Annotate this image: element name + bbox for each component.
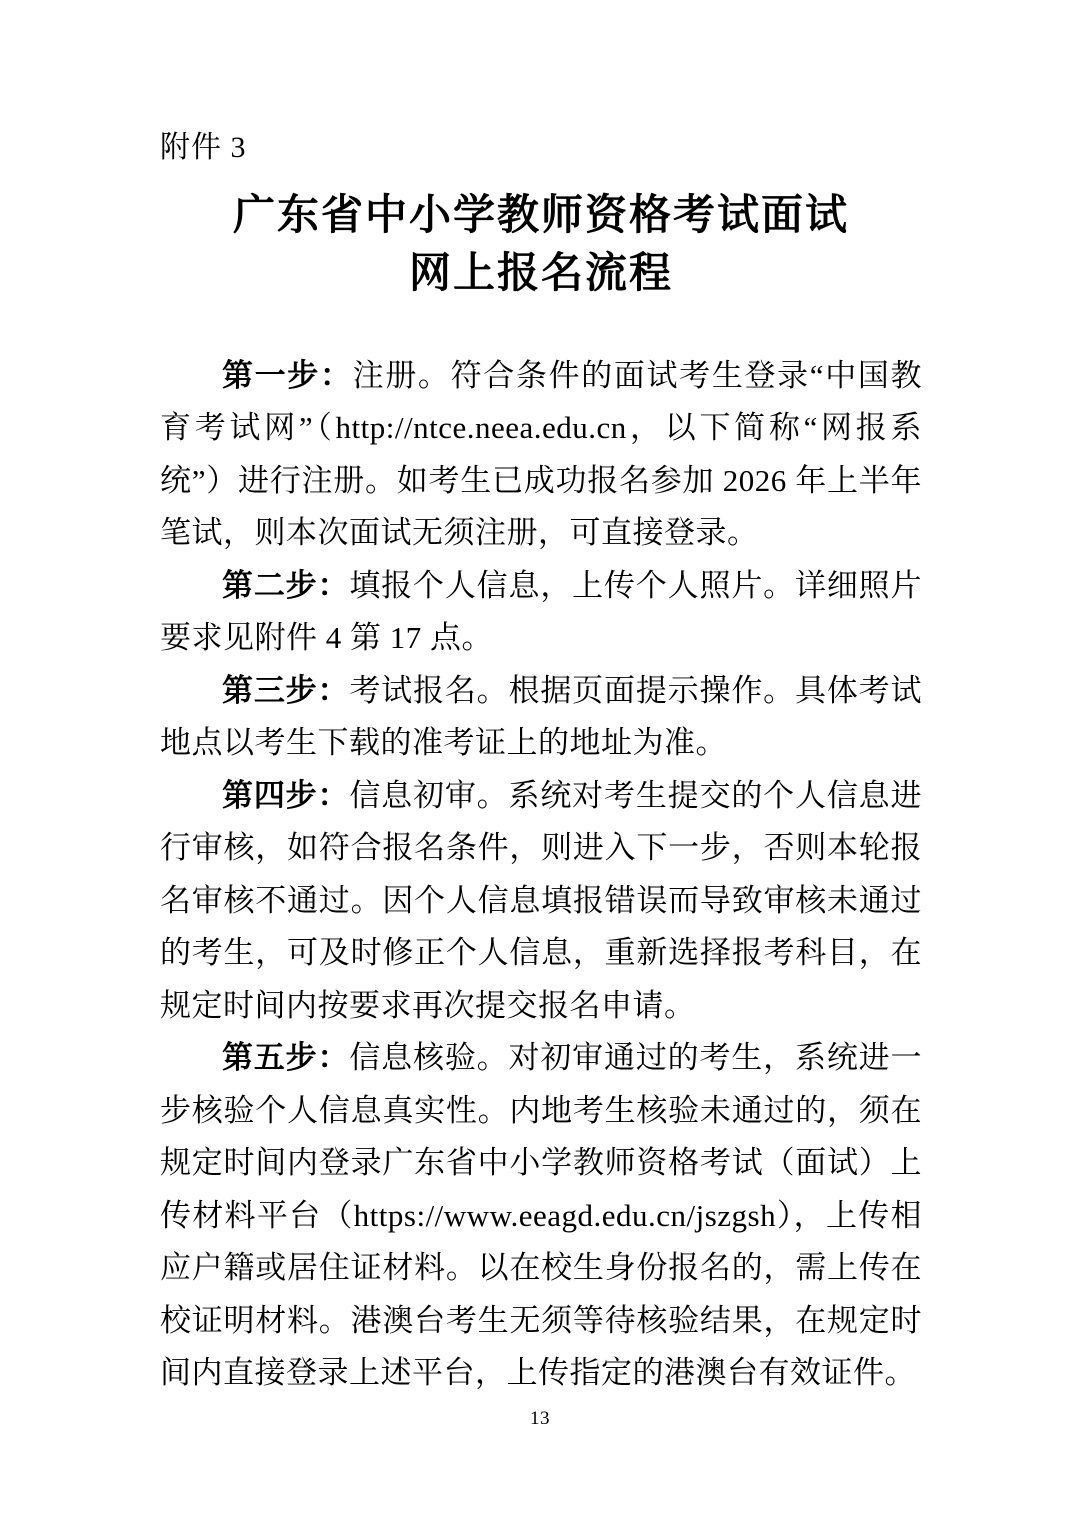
paragraph-step-1 [160, 350, 922, 560]
paragraph-step-5 [160, 1032, 922, 1400]
paragraph-step-2 [160, 560, 922, 665]
attachment-label: 附件 3 [160, 131, 247, 164]
step-5-label: 第五步： [222, 1040, 350, 1076]
document-body [160, 350, 922, 1400]
step-5-text: 信息核验。对初审通过的考生，系统进一步核验个人信息真实性。内地考生核验未通过的，须在规定时间内登录广东省中小学教师资格考试（面试）上传材料平台（https://www.eeagd.edu.cn/jszgsh），上传相应户籍或居住证材料。以在校生身份报名的，需上传在校证明材料。港澳台考生无须等待核验结果，在规定时间内直接登录上述平台，上传指定的港澳台有效证件。 [160, 1040, 923, 1391]
page-number: 13 [530, 1408, 550, 1429]
document-title-line-1: 广东省中小学教师资格考试面试 [232, 193, 849, 239]
step-2-text: 填报个人信息，上传个人照片。详细照片要求见附件 4 第 17 点。 [160, 567, 923, 656]
step-4-text: 信息初审。系统对考生提交的个人信息进行审核，如符合报名条件，则进入下一步，否则本轮报名审核不通过。因个人信息填报错误而导致审核未通过的考生，可及时修正个人信息，重新选择报考科目，在规定时间内按要求再次提交报名申请。 [160, 777, 923, 1023]
document-title [160, 188, 922, 304]
step-4-label: 第四步： [222, 777, 350, 813]
step-1-label: 第一步： [222, 357, 353, 393]
document-title-line-2: 网上报名流程 [408, 250, 673, 297]
document-content [160, 130, 922, 1400]
step-3-text: 考试报名。根据页面提示操作。具体考试地点以考生下载的准考证上的地址为准。 [160, 672, 923, 761]
paragraph-step-3 [160, 665, 922, 770]
step-1-text: 注册。符合条件的面试考生登录“中国教育考试网”（http://ntce.neea.edu.cn，以下简称“网报系统”）进行注册。如考生已成功报名参加 2026 年上半年笔试，则本次面试无须注册，可直接登录。 [160, 357, 923, 551]
paragraph-step-4 [160, 770, 922, 1033]
step-2-label: 第二步： [222, 567, 350, 603]
step-3-label: 第三步： [222, 672, 350, 708]
